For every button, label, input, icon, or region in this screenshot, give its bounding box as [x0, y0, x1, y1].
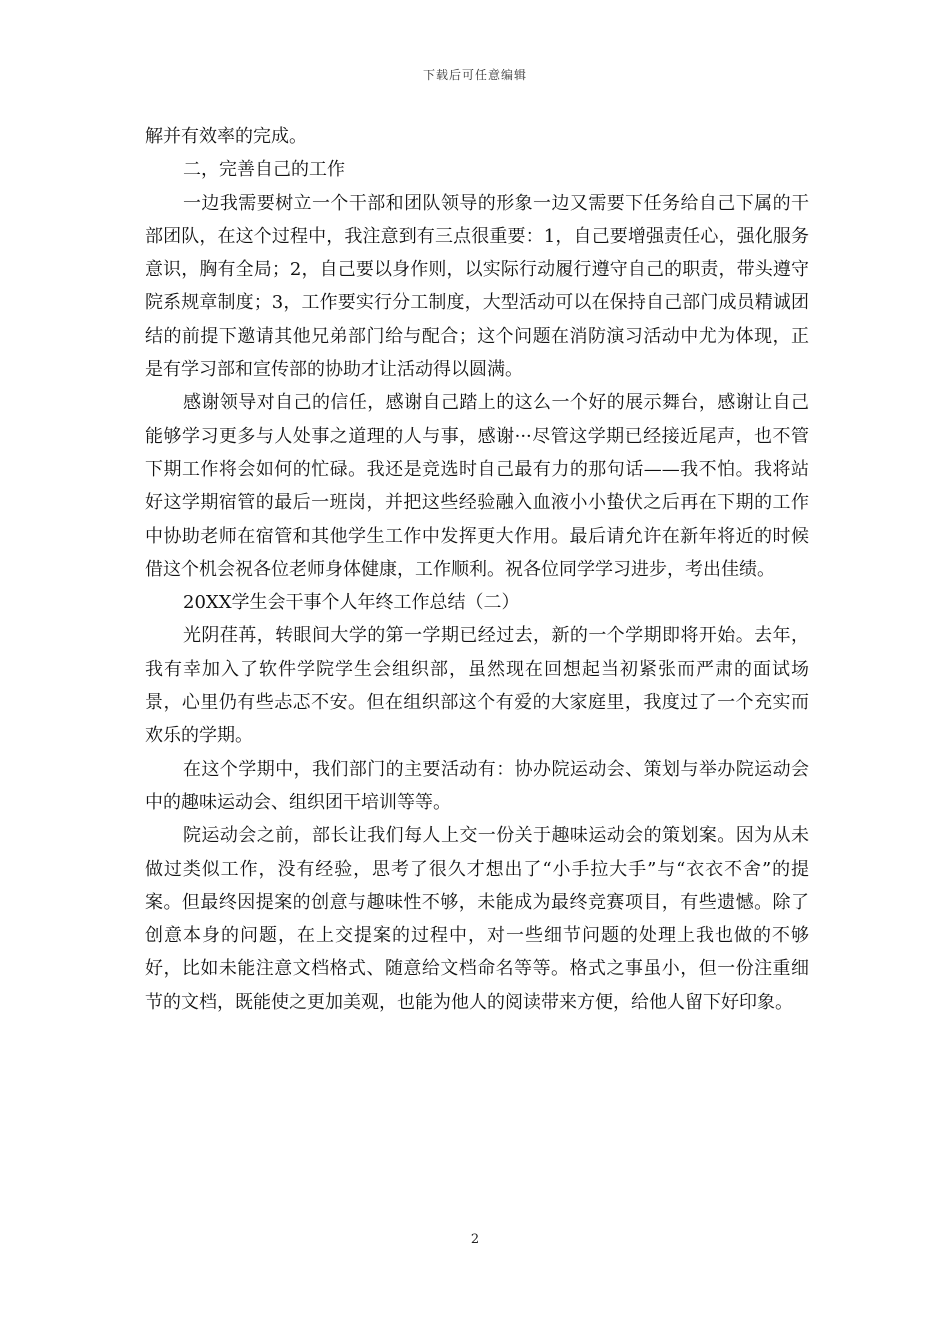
paragraph: 解并有效率的完成。: [145, 126, 307, 147]
paragraph: 一边我需要树立一个干部和团队领导的形象一边又需要下任务给自己下属的干部团队，在这个过程中，我注意到有三点很重要：1，自己要增强责任心，强化服务意识，胸有全局；2，自己要以身作则，以实际行动履行遵守自己的职责，带头遵守院系规章制度；3，工作要实行分工制度，大型活动可以在保持自己部门成员精诚团结的前提下邀请其他兄弟部门给与配合；这个问题在消防演习活动中尤为体现，正是有学习部和宣传部的协助才让活动得以圆满。: [145, 192, 809, 381]
paragraph: 光阴荏苒，转眼间大学的第一学期已经过去，新的一个学期即将开始。去年，我有幸加入了软件学院学生会组织部，虽然现在回想起当初紧张而严肃的面试场景，心里仍有些忐忑不安。但在组织部这个有爱的大家庭里，我度过了一个充实而欢乐的学期。: [145, 625, 809, 747]
document-subtitle: 20XX学生会干事个人年终工作总结（二）: [183, 592, 520, 614]
section-heading: 二，完善自己的工作: [183, 159, 345, 181]
paragraph: 在这个学期中，我们部门的主要活动有：协办院运动会、策划与举办院运动会中的趣味运动会、组织团干培训等等。: [145, 758, 809, 813]
page-header: 下载后可任意编辑: [422, 68, 527, 82]
paragraph: 院运动会之前，部长让我们每人上交一份关于趣味运动会的策划案。因为从未做过类似工作，没有经验，思考了很久才想出了“小手拉大手”与“衣衣不舍”的提案。但最终因提案的创意与趣味性不够，未能成为最终竞赛项目，有些遗憾。除了创意本身的问题，在上交提案的过程中，对一些细节问题的处理上我也做的不够好，比如未能注意文档格式、随意给文档命名等等。格式之事虽小，但一份注重细节的文档，既能使之更加美观，也能为他人的阅读带来方便，给他人留下好印象。: [145, 825, 809, 1013]
document-body: [145, 120, 809, 1019]
paragraph: 感谢领导对自己的信任，感谢自己踏上的这么一个好的展示舞台，感谢让自己能够学习更多与人处事之道理的人与事，感谢···尽管这学期已经接近尾声，也不管下期工作将会如何的忙碌。我还是竞选时自己最有力的那句话——我不怕。我将站好这学期宿管的最后一班岗，并把这些经验融入血液小小蛰伏之后再在下期的工作中协助老师在宿管和其他学生工作中发挥更大作用。最后请允许在新年将近的时候借这个机会祝各位老师身体健康，工作顺利。祝各位同学学习进步，考出佳绩。: [145, 392, 809, 580]
page-number: 2: [470, 1232, 480, 1247]
